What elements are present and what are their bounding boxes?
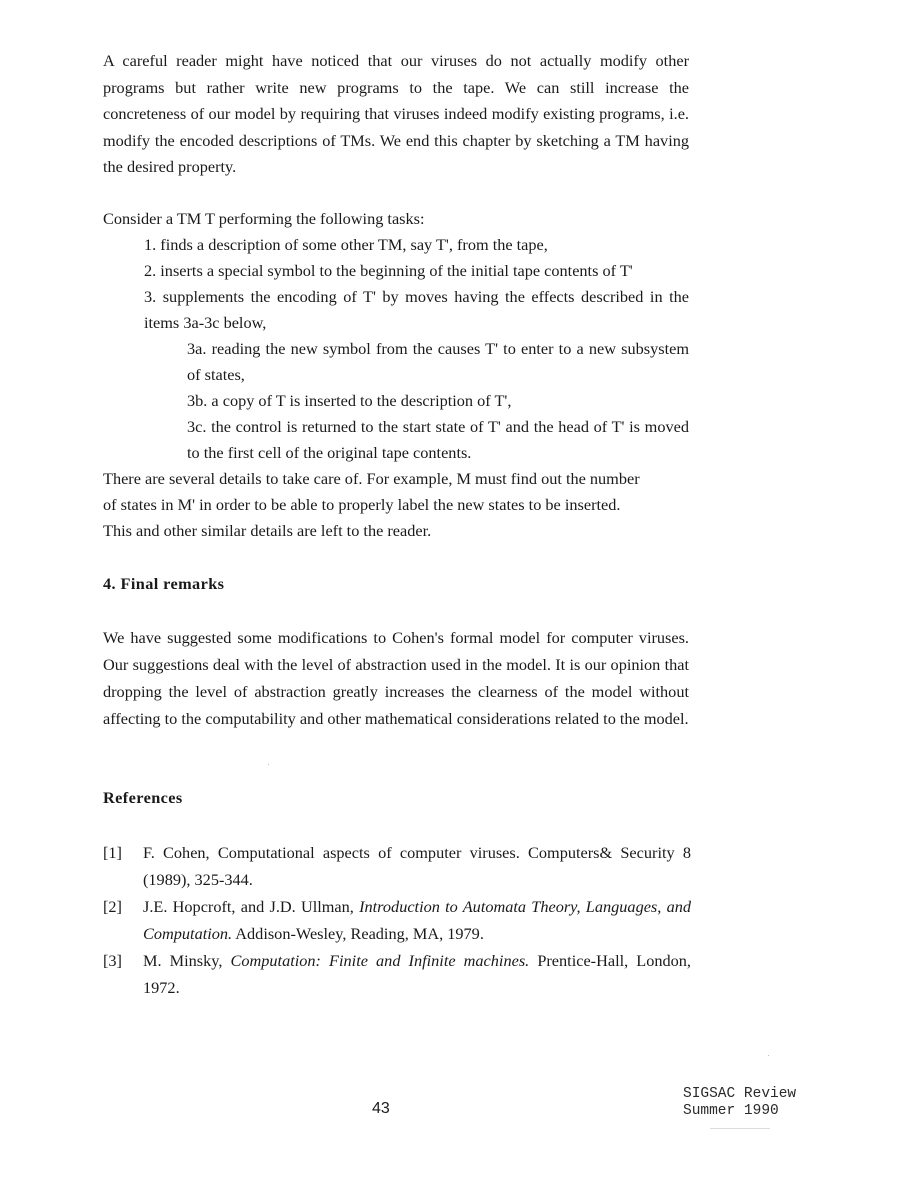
final-remarks-block (103, 624, 689, 732)
task-item-3a: 3a. reading the new symbol from the causes T' to enter to a new subsystem of states, (187, 339, 689, 384)
details-line: There are several details to take care of. For example, M must find out the number (103, 469, 640, 488)
journal-issue: Summer 1990 (683, 1103, 779, 1119)
intro-paragraph: A careful reader might have noticed that our viruses do not actually modify other programs but rather write new programs to the tape. We can still increase the concreteness of our model by requiring that viruses indeed modify existing programs, i.e. modify the encoded descriptions of TMs. We end this chapter by sketching a TM having the desired property. (103, 51, 689, 176)
reference-number: [2] (103, 897, 122, 916)
references-list (103, 839, 691, 1001)
task-item-3: 3. supplements the encoding of T' by moves having the effects described in the items 3a-3c below, (144, 287, 689, 332)
journal-name: SIGSAC Review (683, 1086, 797, 1102)
references-heading: References (103, 788, 183, 807)
reference-authors: J.E. Hopcroft, and J.D. Ullman, (143, 897, 360, 916)
reference-title: Computation: Finite and Infinite machines. (230, 951, 530, 970)
task-item-3b: 3b. a copy of T is inserted to the description of T', (187, 391, 512, 410)
intro-paragraph-block (103, 48, 689, 181)
reference-publisher: Addison-Wesley, Reading, MA, 1979. (232, 924, 484, 943)
reference-title: Introduction to Automata Theory, Languages, and Computation. (143, 897, 691, 943)
reference-1 (103, 839, 691, 893)
page-number: 43 (372, 1100, 390, 1117)
details-line: of states in M' in order to be able to properly label the new states to be inserted. (103, 495, 621, 514)
details-paragraph (103, 466, 689, 544)
final-remarks-paragraph: We have suggested some modifications to Cohen's formal model for computer viruses. Our suggestions deal with the level of abstraction used in the model. It is our opinion that dropping the level of abstraction greatly increases the clearness of the model without affecting to the computability and other mathematical considerations related to the model. (103, 628, 689, 728)
reference-3 (103, 947, 691, 1001)
journal-footer (683, 1086, 796, 1120)
scan-speck (710, 1128, 770, 1129)
scan-speck (268, 764, 269, 765)
section-4-heading: 4. Final remarks (103, 574, 225, 593)
reference-number: [3] (103, 951, 122, 970)
task-item-3c: 3c. the control is returned to the start state of T' and the head of T' is moved to the first cell of the original tape contents. (187, 417, 689, 462)
consider-line: Consider a TM T performing the following tasks: (103, 209, 425, 228)
task-item-1: 1. finds a description of some other TM, say T', from the tape, (144, 235, 548, 254)
scan-speck (768, 1055, 769, 1056)
reference-2 (103, 893, 691, 947)
reference-publisher: Prentice-Hall, London, 1972. (143, 951, 692, 997)
tasks-block (103, 206, 689, 544)
reference-text: F. Cohen, Computational aspects of computer viruses. Computers& Security 8 (1989), 325-344. (143, 843, 691, 889)
details-line: This and other similar details are left to the reader. (103, 521, 432, 540)
reference-number: [1] (103, 843, 122, 862)
task-item-2: 2. inserts a special symbol to the beginning of the initial tape contents of T' (144, 261, 633, 280)
reference-authors: M. Minsky, (143, 951, 231, 970)
